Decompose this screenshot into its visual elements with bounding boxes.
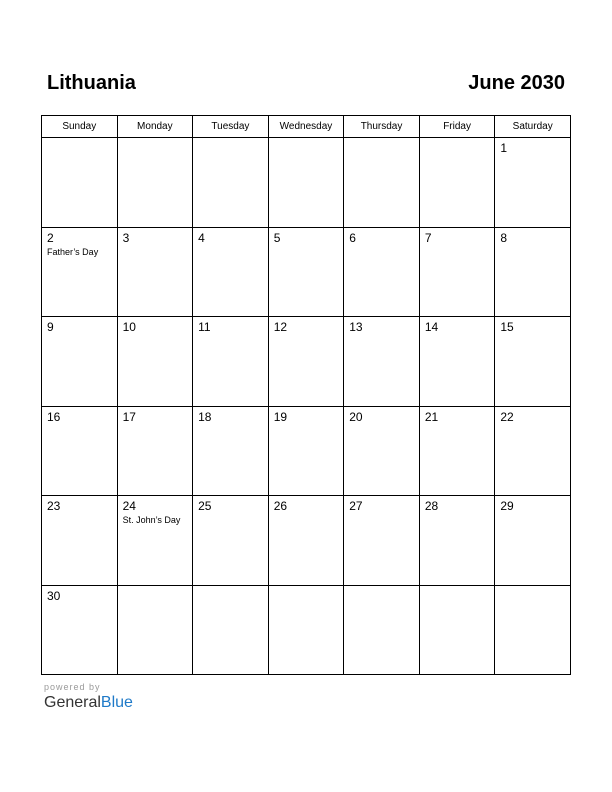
calendar-grid xyxy=(41,115,571,675)
day-cell xyxy=(117,317,193,407)
day-number: 4 xyxy=(198,230,205,245)
day-number: 16 xyxy=(47,409,61,424)
day-cell xyxy=(495,317,571,407)
weekday-sunday: Sunday xyxy=(42,116,118,138)
weekday-header-row xyxy=(42,116,571,138)
powered-by-text: powered by xyxy=(44,682,101,692)
calendar-body xyxy=(42,138,571,675)
logo-general: General xyxy=(44,694,101,711)
day-cell xyxy=(117,406,193,496)
day-number: 3 xyxy=(122,230,130,245)
day-cell xyxy=(42,227,118,317)
day-cell xyxy=(193,138,269,228)
day-number: 20 xyxy=(349,409,363,424)
weekday-tuesday: Tuesday xyxy=(193,116,269,138)
day-cell xyxy=(495,138,571,228)
day-cell xyxy=(495,496,571,586)
day-number: 7 xyxy=(424,230,432,245)
day-number: 22 xyxy=(500,409,514,424)
day-cell xyxy=(419,496,495,586)
week-row xyxy=(42,317,571,407)
day-cell xyxy=(42,317,118,407)
weekday-friday: Friday xyxy=(419,116,495,138)
day-number: 6 xyxy=(349,230,356,245)
day-number: 24 xyxy=(122,499,136,513)
day-number: 23 xyxy=(47,499,61,513)
day-cell xyxy=(42,496,118,586)
day-number: 18 xyxy=(198,409,212,424)
weekday-thursday: Thursday xyxy=(344,116,420,138)
day-number: 25 xyxy=(198,499,212,513)
day-number: 26 xyxy=(273,499,288,513)
day-cell xyxy=(268,406,344,496)
week-row xyxy=(42,227,571,317)
weekday-saturday: Saturday xyxy=(495,116,571,138)
day-cell xyxy=(193,585,269,675)
day-cell xyxy=(419,585,495,675)
holiday-label: Father’s Day xyxy=(47,246,99,257)
day-number: 19 xyxy=(273,409,288,424)
day-cell xyxy=(344,406,420,496)
day-number: 9 xyxy=(47,320,54,334)
week-row xyxy=(42,585,571,675)
day-number: 2 xyxy=(47,230,54,245)
day-cell xyxy=(42,138,118,228)
calendar-header xyxy=(42,72,571,98)
day-cell xyxy=(419,138,495,228)
weekday-monday: Monday xyxy=(117,116,193,138)
day-number: 14 xyxy=(424,320,439,334)
day-cell xyxy=(42,585,118,675)
day-number: 30 xyxy=(47,588,61,603)
day-cell xyxy=(344,317,420,407)
day-number: 13 xyxy=(349,320,363,334)
day-cell xyxy=(268,496,344,586)
day-cell xyxy=(42,406,118,496)
day-number: 10 xyxy=(122,320,136,334)
day-number: 15 xyxy=(500,320,514,334)
day-cell xyxy=(344,585,420,675)
day-cell xyxy=(268,138,344,228)
day-cell xyxy=(193,496,269,586)
day-number: 8 xyxy=(500,230,508,245)
day-cell xyxy=(117,227,193,317)
day-cell xyxy=(193,406,269,496)
day-number: 21 xyxy=(424,409,439,424)
generalblue-logo xyxy=(44,694,133,712)
day-cell xyxy=(268,317,344,407)
day-number: 27 xyxy=(349,499,363,513)
day-cell xyxy=(117,496,193,586)
weekday-wednesday: Wednesday xyxy=(268,116,344,138)
day-cell xyxy=(344,138,420,228)
day-number: 12 xyxy=(273,320,288,334)
day-cell xyxy=(117,138,193,228)
day-number: 29 xyxy=(500,499,514,513)
day-cell xyxy=(495,585,571,675)
day-number: 17 xyxy=(122,409,136,424)
day-cell xyxy=(193,317,269,407)
week-row xyxy=(42,496,571,586)
footer xyxy=(44,682,133,712)
day-cell xyxy=(495,227,571,317)
day-cell xyxy=(268,227,344,317)
day-cell xyxy=(419,317,495,407)
country-title: Lithuania xyxy=(47,72,136,94)
day-number: 5 xyxy=(273,230,281,245)
day-number: 11 xyxy=(198,320,211,334)
day-cell xyxy=(117,585,193,675)
day-cell xyxy=(193,227,269,317)
day-number: 1 xyxy=(500,141,508,155)
week-row xyxy=(42,138,571,228)
day-number: 28 xyxy=(424,499,439,513)
day-cell xyxy=(268,585,344,675)
day-cell xyxy=(419,406,495,496)
day-cell xyxy=(495,406,571,496)
day-cell xyxy=(419,227,495,317)
week-row xyxy=(42,406,571,496)
day-cell xyxy=(344,227,420,317)
month-year-title: June 2030 xyxy=(468,72,565,94)
day-cell xyxy=(344,496,420,586)
holiday-label: St. John’s Day xyxy=(122,515,181,525)
logo-blue: Blue xyxy=(100,694,133,711)
